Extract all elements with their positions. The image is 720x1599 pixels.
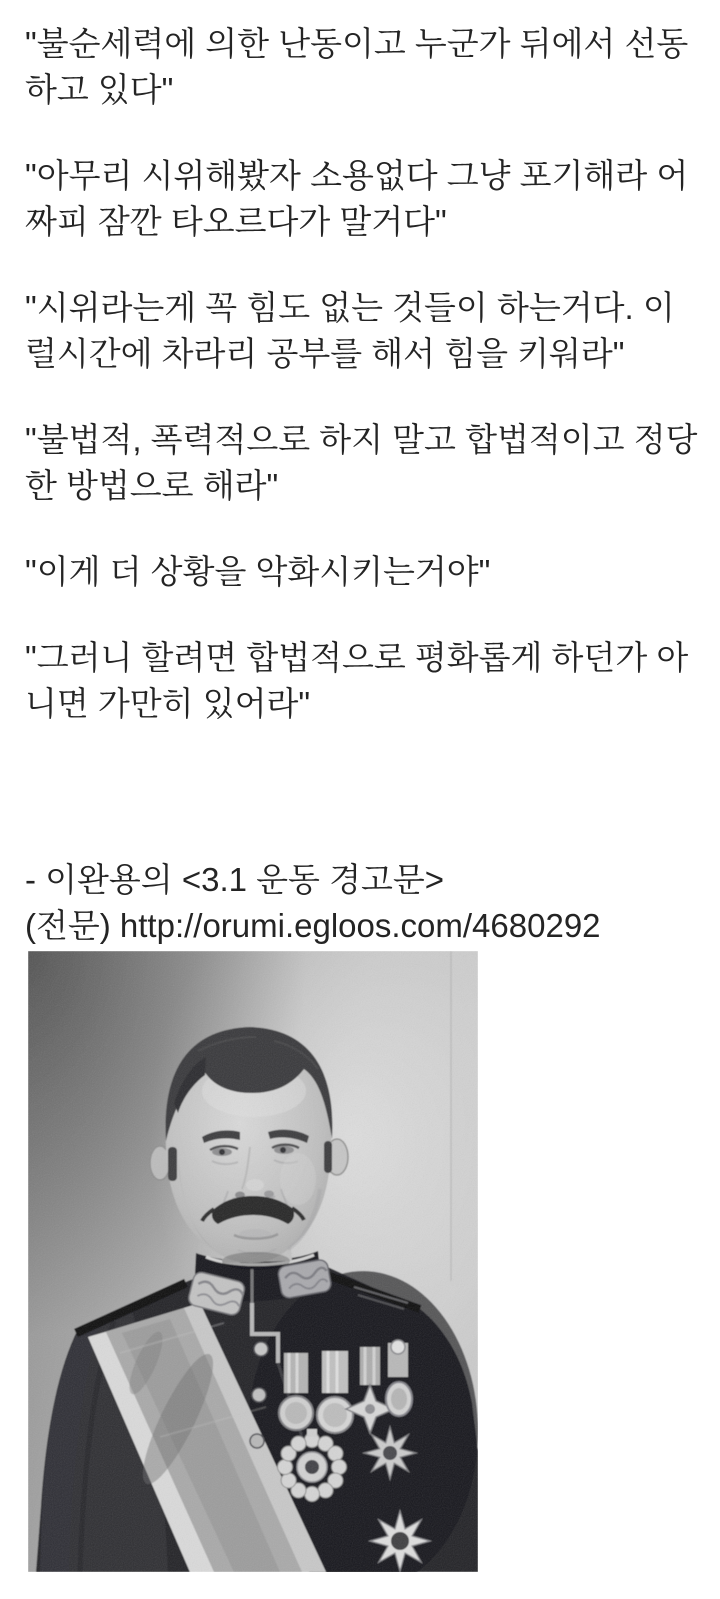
quote-3: "시위라는게 꼭 힘도 없는 것들이 하는거다. 이럴시간에 차라리 공부를 해서 힘을 키워라" — [25, 289, 675, 372]
attribution-link-prefix: (전문) — [25, 907, 120, 944]
attribution — [25, 857, 704, 949]
quote-1: "불순세력에 의한 난동이고 누군가 뒤에서 선동하고 있다" — [25, 25, 689, 108]
attribution-link-line — [25, 903, 704, 949]
film-grain — [28, 951, 478, 1572]
quote-5: "이게 더 상황을 악화시키는거야" — [25, 553, 491, 590]
quote-list — [25, 21, 704, 767]
attribution-source: - 이완용의 <3.1 운동 경고문> — [25, 861, 444, 898]
quote-6: "그러니 할려면 합법적으로 평화롭게 하던가 아니면 가만히 있어라" — [25, 639, 689, 722]
quote-2: "아무리 시위해봤자 소용없다 그냥 포기해라 어짜피 잠깐 타오르다가 말거다" — [25, 157, 689, 240]
source-url: http://orumi.egloos.com/4680292 — [119, 907, 601, 944]
quote-4: "불법적, 폭력적으로 하지 말고 합법적이고 정당한 방법으로 해라" — [25, 421, 698, 504]
portrait-photo-svg — [28, 951, 478, 1572]
portrait-photo — [28, 951, 478, 1572]
